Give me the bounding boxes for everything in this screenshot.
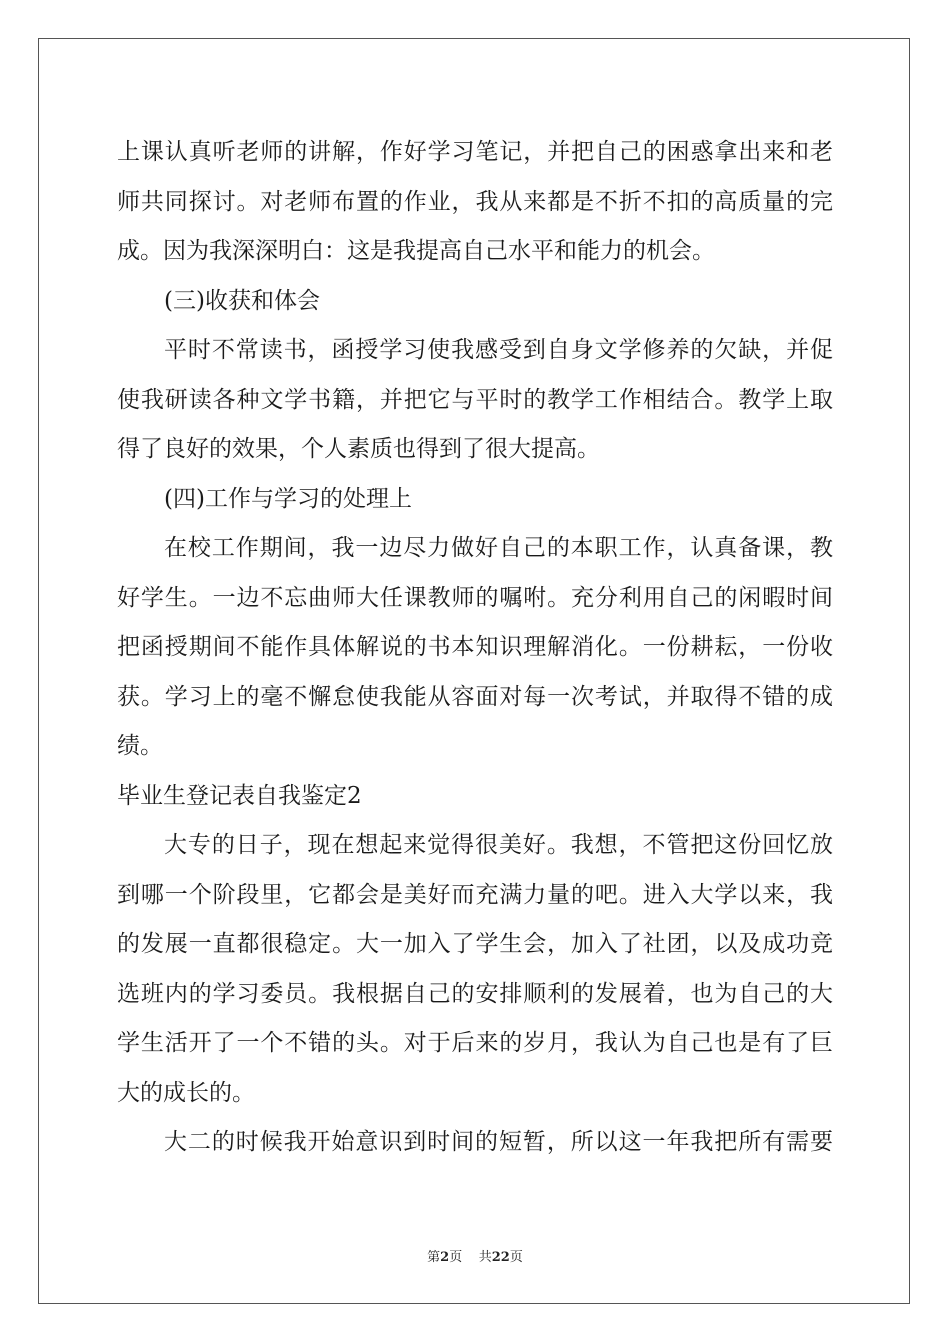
paragraph-line: 的发展一直都很稳定。大一加入了学生会，加入了社团，以及成功竞 [117, 931, 833, 957]
document-body [117, 128, 833, 1168]
total-prefix: 共 [478, 1250, 492, 1265]
article-title: 毕业生登记表自我鉴定2 [117, 782, 362, 809]
paragraph-line: 把函授期间不能作具体解说的书本知识理解消化。一份耕耘，一份收 [117, 634, 833, 660]
paragraph-line: 使我研读各种文学书籍，并把它与平时的教学工作相结合。教学上取 [117, 386, 833, 413]
paragraph-line: 得了良好的效果，个人素质也得到了很大提高。 [117, 436, 600, 462]
total-suffix: 页 [509, 1250, 523, 1265]
paragraph-line: 上课认真听老师的讲解，作好学习笔记，并把自己的困惑拿出来和老 [117, 139, 833, 165]
section-heading: (三)收获和体会 [164, 287, 320, 314]
paragraph-line: 在校工作期间，我一边尽力做好自己的本职工作，认真备课，教 [164, 535, 833, 561]
paragraph-line: 学生活开了一个不错的头。对于后来的岁月，我认为自己也是有了巨 [117, 1030, 833, 1056]
page-prefix: 第 [427, 1250, 441, 1265]
paragraph-line: 师共同探讨。对老师布置的作业，我从来都是不折不扣的高质量的完 [117, 188, 833, 215]
page-suffix: 页 [449, 1250, 463, 1265]
paragraph-line: 大专的日子，现在想起来觉得很美好。我想，不管把这份回忆放 [164, 832, 833, 858]
paragraph-line: 成。因为我深深明白：这是我提高自己水平和能力的机会。 [117, 238, 715, 264]
paragraph-line: 大的成长的。 [117, 1079, 255, 1106]
paragraph-line: 绩。 [117, 733, 163, 759]
paragraph-line: 平时不常读书，函授学习使我感受到自身文学修养的欠缺，并促 [164, 337, 833, 363]
section-heading: (四)工作与学习的处理上 [164, 485, 412, 512]
paragraph-line: 获。学习上的毫不懈怠使我能从容面对每一次考试，并取得不错的成 [117, 683, 833, 710]
page-number: 2 [440, 1250, 450, 1265]
paragraph-line: 大二的时候我开始意识到时间的短暂，所以这一年我把所有需要 [164, 1129, 833, 1155]
total-pages: 22 [491, 1250, 510, 1265]
paragraph-line: 选班内的学习委员。我根据自己的安排顺利的发展着，也为自己的大 [117, 980, 833, 1007]
page-footer [0, 1246, 950, 1265]
paragraph-line: 到哪一个阶段里，它都会是美好而充满力量的吧。进入大学以来，我 [117, 881, 833, 908]
paragraph-line: 好学生。一边不忘曲师大任课教师的嘱咐。充分利用自己的闲暇时间 [117, 584, 833, 611]
